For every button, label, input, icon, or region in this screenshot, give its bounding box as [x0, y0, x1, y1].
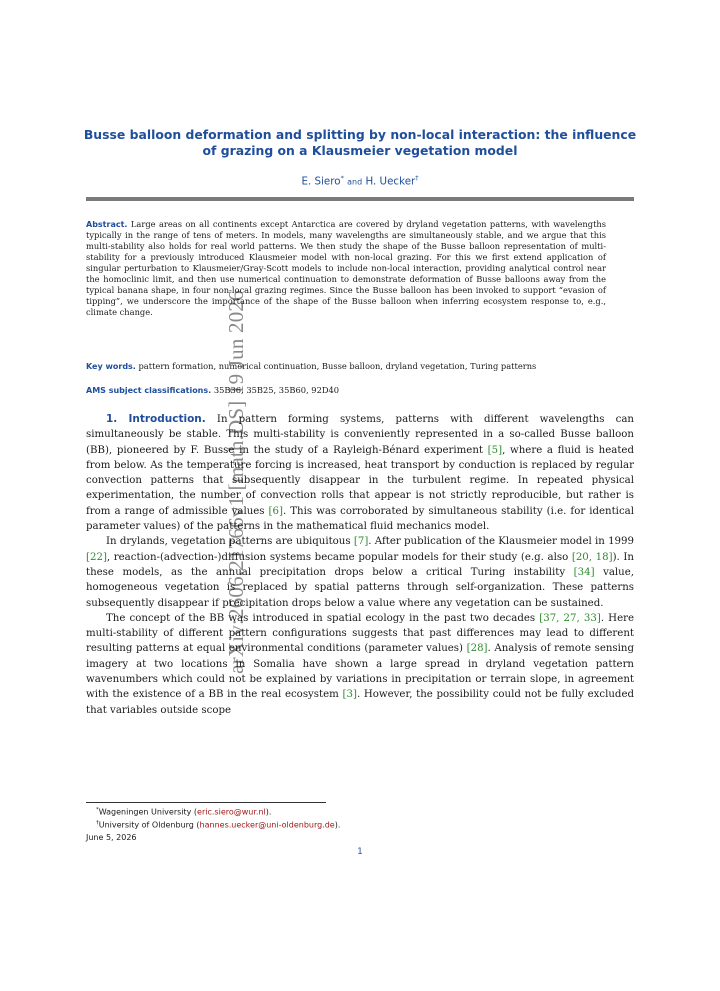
- page-number: 1: [357, 847, 363, 857]
- footnote-mark: *: [96, 807, 99, 813]
- abstract-text: Large areas on all continents except Antarctica are covered by dryland vegetation patterns, with wavelengths typically in the range of tens of meters. In models, many wavelengths are simultaneously stable, and we argue that this multi-stability also holds for real world patterns. We then study the shape of the Busse balloon representation of multi-stability for a previously introduced Klausmeier model with non-local grazing. For this we first extend application of singular perturbation to Klausmeier/Gray-Scott models to include non-local interaction, providing analytical control near the homoclinic limit, and then use numerical continuation to demonstrate deformation of Busse balloons away from the typical banana shape, in four non-local grazing regimes. Since the Busse balloon has been invoked to support “evasion of tipping”, we underscore the importance of the shape of the Busse balloon when inferring ecosystem response to, e.g., climate change.: [86, 219, 607, 318]
- author-conjunction: and: [347, 177, 363, 187]
- paragraph-text: value, homogeneous vegetation is replaced by spatial patterns through self-organization. These patterns subsequently disappear if precipitation drops below a value where any vegetation can be sustained.: [86, 566, 634, 609]
- abstract: [86, 219, 606, 318]
- citation-link[interactable]: [5]: [487, 444, 503, 456]
- arxiv-identifier-stamp: arXiv:2606.21766v1 [math.DS] 19 Jun 2026: [224, 290, 248, 674]
- title-divider: [86, 197, 634, 201]
- paragraph-text: . Here multi-stability of different pattern configurations suggests that past differences may lead to different resulting patterns at equal environmental conditions (parameter values): [86, 612, 634, 655]
- paragraph-text: . Analysis of remote sensing imagery at two locations in Somalia have shown a large spread in dryland vegetation pattern wavenumbers which could not be explained by variations in precipitation or terrain slope, in agreement with the existence of a BB in the real ecosystem: [86, 643, 634, 701]
- footnote-punct: ).: [265, 807, 272, 817]
- email-link[interactable]: hannes.uecker@uni-oldenburg.de: [199, 820, 335, 830]
- footnote-affiliation: University of Oldenburg (: [98, 820, 200, 830]
- paragraph-text: , where a fluid is heated from below. As the temperature forcing is increased, heat transport by conduction is replaced by regular convection patterns that subsequently disappear in the turbulent regime. In repeated physical experimentation, the number of convection rolls that appear is not strictly reproducible, but rather is from a range of admissible values: [86, 444, 634, 517]
- citation-link[interactable]: [6]: [268, 505, 283, 517]
- paragraph-text: . This was corroborated by simultaneous stability (i.e. for identical parameter values) of the patterns in the mathematical fluid mechanics model.: [86, 505, 634, 533]
- paragraph-2: [86, 534, 634, 610]
- paragraph-text: , reaction-(advection-)diffusion systems became popular models for their study (e.g. also: [106, 551, 572, 563]
- citation-link[interactable]: [37, 27, 33]: [539, 612, 601, 624]
- keywords: [86, 361, 634, 372]
- author-line: [80, 174, 640, 187]
- author-uecker-mark: †: [415, 174, 419, 182]
- paragraph-text: In drylands, vegetation patterns are ubiquitous: [106, 536, 354, 548]
- citation-link[interactable]: [7]: [353, 536, 369, 548]
- citation-link[interactable]: [3]: [342, 689, 357, 701]
- section-title: Introduction.: [128, 413, 206, 425]
- footnote-affiliation: Wageningen University (: [98, 807, 198, 817]
- citation-link[interactable]: [22]: [86, 551, 107, 563]
- footnote-punct: ).: [334, 820, 341, 830]
- paragraph-text: . However, the possibility could not be fully excluded that variables outside scope: [86, 689, 634, 716]
- footnote-uecker: [86, 818, 634, 831]
- paragraph-text: In pattern forming systems, patterns with different wavelengths can simultaneously be stable. This multi-stability is conveniently represented in a so-called Busse balloon (BB), pioneered by F. Busse in the study of a Rayleigh-Bénard experiment: [86, 414, 634, 456]
- paper-title: Busse balloon deformation and splitting by non-local interaction: the influence of grazing on a Klausmeier vegetation model: [83, 127, 637, 158]
- paragraph-1: [86, 412, 634, 534]
- email-link[interactable]: eric.siero@wur.nl: [197, 807, 266, 817]
- author-siero: E. Siero: [301, 175, 341, 188]
- section-number: 1.: [106, 413, 118, 425]
- paragraph-3: [86, 611, 634, 718]
- abstract-label: Abstract.: [86, 220, 128, 229]
- paragraph-text: The concept of the BB was introduced in spatial ecology in the past two decades: [106, 612, 540, 624]
- footnote-siero: [86, 805, 634, 818]
- ams-text: 35B36, 35B25, 35B60, 92D40: [213, 385, 340, 395]
- paragraph-text: . After publication of the Klausmeier model in 1999: [368, 536, 635, 548]
- keywords-text: pattern formation, numerical continuation, Busse balloon, dryland vegetation, Turing patterns: [138, 361, 537, 371]
- paragraph-text: ). In these models, as the annual precipitation drops below a critical Turing instability: [86, 551, 634, 578]
- author-siero-mark: *: [340, 174, 344, 182]
- citation-link[interactable]: [20, 18]: [571, 551, 613, 563]
- paper-date: June 5, 2026: [86, 832, 137, 842]
- ams-classifications: [86, 385, 634, 396]
- ams-label: AMS subject classifications.: [86, 386, 212, 395]
- author-uecker: H. Uecker: [365, 175, 416, 188]
- body-text: [86, 412, 634, 718]
- citation-link[interactable]: [34]: [573, 566, 595, 578]
- citation-link[interactable]: [28]: [466, 643, 488, 655]
- footnotes: [86, 805, 634, 843]
- footnote-mark: †: [96, 820, 99, 827]
- footnote-divider: [86, 802, 326, 803]
- keywords-label: Key words.: [86, 362, 136, 371]
